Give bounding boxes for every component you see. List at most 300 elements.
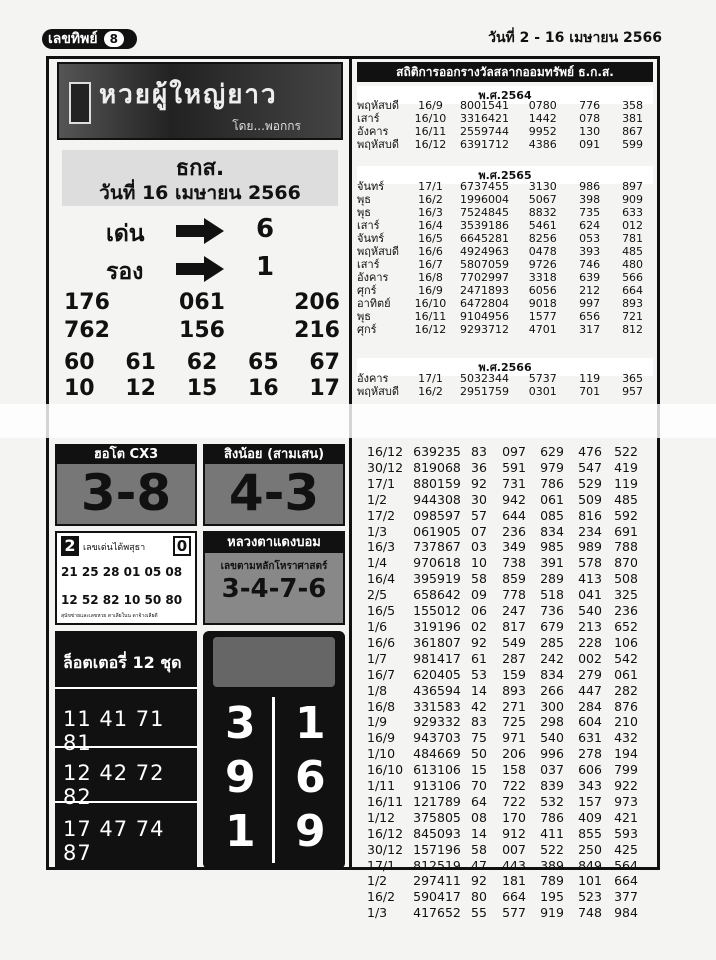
table-cell: 845093 bbox=[413, 825, 461, 841]
table-cell: 206 bbox=[502, 746, 526, 762]
table-cell: 518 bbox=[540, 587, 564, 603]
table-cell: 9018 bbox=[528, 297, 557, 310]
table-cell: 1577 bbox=[528, 310, 557, 323]
table-row bbox=[367, 444, 643, 460]
table-cell: 119 bbox=[614, 475, 638, 491]
table-cell: 411 bbox=[540, 825, 564, 841]
table-cell: 929332 bbox=[413, 714, 461, 730]
table-cell: 289 bbox=[540, 571, 564, 587]
table-cell: 57 bbox=[471, 507, 487, 523]
table-cell: 834 bbox=[540, 523, 564, 539]
table-row bbox=[367, 842, 643, 858]
table-row bbox=[367, 508, 643, 524]
big-digit: 6 bbox=[295, 752, 326, 803]
table-cell: 3130 bbox=[528, 180, 557, 193]
divider bbox=[55, 801, 197, 803]
table-cell: 631 bbox=[578, 730, 602, 746]
table-cell: 8256 bbox=[528, 232, 557, 245]
three-digit: 176 bbox=[64, 290, 110, 315]
prediction-box-singnoi bbox=[203, 444, 345, 526]
table-cell: 540 bbox=[578, 603, 602, 619]
table-cell: พุธ bbox=[357, 193, 371, 206]
table-cell: 287 bbox=[502, 650, 526, 666]
table-cell: พฤหัสบดี bbox=[357, 138, 400, 151]
table-cell: 247 bbox=[502, 603, 526, 619]
table-cell: 8001541 bbox=[460, 99, 510, 112]
box-note: สุนัขข่ายและเลขหวย ดาเลียในน ดาจ้างเลียดี bbox=[61, 613, 158, 619]
table-cell: 1/10 bbox=[367, 746, 396, 762]
lotto-row: 12 42 72 82 bbox=[63, 761, 165, 809]
table-cell: 1/7 bbox=[367, 650, 388, 666]
three-digit-row bbox=[64, 318, 340, 343]
results-table-2564 bbox=[357, 99, 653, 151]
table-row bbox=[367, 619, 643, 635]
table-cell: 61 bbox=[471, 650, 487, 666]
prediction-date: วันที่ 16 เมษายน 2566 bbox=[99, 182, 301, 204]
table-row bbox=[367, 762, 643, 778]
big-digit: 3 bbox=[225, 698, 256, 749]
table-cell: 358 bbox=[622, 99, 644, 112]
table-row bbox=[357, 219, 653, 232]
table-cell: 606 bbox=[578, 762, 602, 778]
three-digit: 762 bbox=[64, 318, 110, 343]
table-cell: 1/6 bbox=[367, 618, 388, 634]
arrow-right-icon bbox=[176, 218, 224, 244]
table-cell: อาทิตย์ bbox=[357, 297, 391, 310]
table-cell: 432 bbox=[614, 730, 638, 746]
table-cell: 7524845 bbox=[460, 206, 510, 219]
table-cell: จันทร์ bbox=[357, 232, 385, 245]
table-cell: 75 bbox=[471, 730, 487, 746]
table-cell: 16/12 bbox=[367, 825, 404, 841]
three-digit: 061 bbox=[179, 290, 225, 315]
table-cell: 16/12 bbox=[414, 323, 447, 336]
table-cell: 16/2 bbox=[367, 889, 396, 905]
table-cell: 15 bbox=[471, 762, 487, 778]
table-cell: 83 bbox=[471, 714, 487, 730]
table-cell: 781 bbox=[622, 232, 644, 245]
table-cell: 834 bbox=[540, 666, 564, 682]
table-cell: 365 bbox=[622, 372, 644, 385]
table-cell: 591 bbox=[502, 459, 526, 475]
table-cell: 041 bbox=[578, 587, 602, 603]
table-cell: 957 bbox=[622, 385, 644, 398]
table-cell: 16/6 bbox=[367, 634, 396, 650]
table-cell: 5807059 bbox=[460, 258, 510, 271]
table-cell: 664 bbox=[622, 284, 644, 297]
table-cell: เสาร์ bbox=[357, 258, 380, 271]
table-cell: 195 bbox=[540, 889, 564, 905]
table-cell: 2951759 bbox=[460, 385, 510, 398]
two-digit: 15 bbox=[186, 376, 218, 401]
table-cell: 002 bbox=[578, 650, 602, 666]
table-cell: 284 bbox=[578, 698, 602, 714]
table-cell: 0478 bbox=[528, 245, 557, 258]
table-cell: พฤหัสบดี bbox=[357, 245, 400, 258]
table-cell: 194 bbox=[614, 746, 638, 762]
table-cell: 578 bbox=[578, 555, 602, 571]
table-cell: 16/8 bbox=[367, 698, 396, 714]
banner-logo-icon bbox=[69, 82, 91, 124]
page-number: 8 bbox=[104, 31, 124, 47]
table-row bbox=[367, 683, 643, 699]
table-cell: 64 bbox=[471, 793, 487, 809]
table-cell: 091 bbox=[579, 138, 601, 151]
table-cell: 985 bbox=[540, 539, 564, 555]
two-digit: 12 bbox=[125, 376, 156, 401]
arrow-right-icon bbox=[176, 256, 224, 282]
table-cell: 613106 bbox=[413, 762, 461, 778]
title-box bbox=[62, 150, 338, 206]
table-cell: 656 bbox=[579, 310, 601, 323]
table-cell: 30 bbox=[471, 491, 487, 507]
table-cell: 061905 bbox=[413, 523, 461, 539]
table-cell: 6056 bbox=[528, 284, 557, 297]
three-digit: 156 bbox=[179, 318, 225, 343]
table-cell: 10 bbox=[471, 555, 487, 571]
table-cell: 393 bbox=[579, 245, 601, 258]
table-cell: 722 bbox=[502, 778, 526, 794]
table-cell: 789 bbox=[540, 873, 564, 889]
box-title: ฮอโต CX3 bbox=[57, 446, 195, 464]
table-cell: 652 bbox=[614, 618, 638, 634]
table-cell: 331583 bbox=[413, 698, 461, 714]
big-digit: 1 bbox=[295, 698, 326, 749]
table-cell: 547 bbox=[578, 459, 602, 475]
table-cell: 58 bbox=[471, 841, 487, 857]
table-cell: 14 bbox=[471, 825, 487, 841]
two-digit: 16 bbox=[248, 376, 279, 401]
table-cell: 266 bbox=[540, 682, 564, 698]
table-cell: 061 bbox=[540, 491, 564, 507]
table-cell: 03 bbox=[471, 539, 487, 555]
table-cell: 343 bbox=[578, 778, 602, 794]
box-value: 3-4-7-6 bbox=[221, 574, 327, 604]
box-right-digit: 0 bbox=[173, 536, 191, 556]
table-cell: 159 bbox=[502, 666, 526, 682]
table-cell: 242 bbox=[540, 650, 564, 666]
table-cell: 6472804 bbox=[460, 297, 510, 310]
digits-box bbox=[203, 631, 345, 869]
table-row bbox=[357, 258, 653, 271]
table-cell: 944308 bbox=[413, 491, 461, 507]
table-cell: 447 bbox=[578, 682, 602, 698]
table-cell: 391 bbox=[540, 555, 564, 571]
table-row bbox=[367, 699, 643, 715]
table-cell: 02 bbox=[471, 618, 487, 634]
table-cell: 870 bbox=[614, 555, 638, 571]
table-cell: 16/6 bbox=[418, 245, 443, 258]
table-cell: 1/9 bbox=[367, 714, 388, 730]
table-cell: 592 bbox=[614, 507, 638, 523]
table-cell: 799 bbox=[614, 762, 638, 778]
table-cell: 061 bbox=[614, 666, 638, 682]
big-digit: 1 bbox=[225, 806, 256, 857]
table-row bbox=[367, 476, 643, 492]
table-cell: 3316421 bbox=[460, 112, 510, 125]
lead-digit: 6 bbox=[256, 214, 275, 244]
table-cell: 912 bbox=[502, 825, 526, 841]
table-cell: 212 bbox=[579, 284, 601, 297]
table-cell: 639235 bbox=[413, 444, 461, 459]
table-row bbox=[367, 539, 643, 555]
table-cell: เสาร์ bbox=[357, 112, 380, 125]
table-cell: 279 bbox=[578, 666, 602, 682]
table-row bbox=[367, 555, 643, 571]
banner-byline: โดย...พอกกร bbox=[232, 119, 301, 133]
prediction-box-cx3 bbox=[55, 444, 197, 526]
table-cell: ศุกร์ bbox=[357, 284, 377, 297]
table-cell: 1/3 bbox=[367, 905, 388, 921]
table-row bbox=[357, 180, 653, 193]
table-cell: 42 bbox=[471, 698, 487, 714]
table-cell: 250 bbox=[578, 841, 602, 857]
table-cell: เสาร์ bbox=[357, 219, 380, 232]
table-cell: 725 bbox=[502, 714, 526, 730]
table-cell: 92 bbox=[471, 873, 487, 889]
divider bbox=[55, 746, 197, 748]
table-cell: 817 bbox=[502, 618, 526, 634]
table-cell: 158 bbox=[502, 762, 526, 778]
table-cell: 849 bbox=[578, 857, 602, 873]
table-cell: 170 bbox=[502, 809, 526, 825]
year-heading: พ.ศ.2564 bbox=[357, 86, 653, 104]
table-cell: 819068 bbox=[413, 459, 461, 475]
logo-icon bbox=[213, 637, 335, 687]
table-cell: 16/11 bbox=[367, 793, 404, 809]
table-cell: 1/12 bbox=[367, 809, 396, 825]
table-cell: 540 bbox=[540, 730, 564, 746]
table-cell: 855 bbox=[578, 825, 602, 841]
table-cell: 83 bbox=[471, 444, 487, 459]
table-cell: 08 bbox=[471, 809, 487, 825]
table-cell: 58 bbox=[471, 571, 487, 587]
table-cell: 476 bbox=[578, 444, 602, 459]
table-cell: 278 bbox=[578, 746, 602, 762]
table-cell: 213 bbox=[578, 618, 602, 634]
table-cell: 012 bbox=[622, 219, 644, 232]
two-digit: 60 bbox=[64, 350, 95, 375]
table-cell: อังคาร bbox=[357, 125, 389, 138]
table-cell: 085 bbox=[540, 507, 564, 523]
table-cell: 389 bbox=[540, 857, 564, 873]
table-row bbox=[367, 492, 643, 508]
table-cell: 14 bbox=[471, 682, 487, 698]
table-cell: 1/4 bbox=[367, 555, 388, 571]
table-cell: 593 bbox=[614, 825, 638, 841]
table-cell: 722 bbox=[502, 793, 526, 809]
table-cell: 748 bbox=[578, 905, 602, 921]
table-cell: 909 bbox=[622, 193, 644, 206]
table-cell: 664 bbox=[502, 889, 526, 905]
table-cell: 970618 bbox=[413, 555, 461, 571]
table-cell: ศุกร์ bbox=[357, 323, 377, 336]
table-cell: 16/10 bbox=[414, 112, 447, 125]
table-cell: 897 bbox=[622, 180, 644, 193]
table-cell: 5067 bbox=[528, 193, 557, 206]
table-cell: 098597 bbox=[413, 507, 461, 523]
box-title: สิงน้อย (สามเสน) bbox=[205, 446, 343, 464]
table-cell: 395919 bbox=[413, 571, 461, 587]
blurred-strip bbox=[0, 404, 716, 438]
table-cell: อังคาร bbox=[357, 372, 389, 385]
table-cell: 996 bbox=[540, 746, 564, 762]
table-cell: 0780 bbox=[528, 99, 557, 112]
table-cell: 876 bbox=[614, 698, 638, 714]
year-heading: พ.ศ.2565 bbox=[357, 166, 653, 184]
brand-name: เลขทิพย์ bbox=[48, 31, 98, 47]
table-cell: 007 bbox=[502, 841, 526, 857]
table-cell: 419 bbox=[614, 459, 638, 475]
table-row bbox=[367, 603, 643, 619]
table-cell: 4924963 bbox=[460, 245, 510, 258]
table-cell: 599 bbox=[622, 138, 644, 151]
two-digit: 61 bbox=[125, 350, 156, 375]
digit-column-left bbox=[225, 697, 256, 859]
table-cell: 375805 bbox=[413, 809, 461, 825]
table-cell: 577 bbox=[502, 905, 526, 921]
table-cell: 1/8 bbox=[367, 682, 388, 698]
table-cell: 2559744 bbox=[460, 125, 510, 138]
two-digit: 67 bbox=[309, 350, 340, 375]
table-cell: 101 bbox=[578, 873, 602, 889]
box-number-row: 21 25 28 01 05 08 bbox=[61, 565, 183, 579]
table-cell: 53 bbox=[471, 666, 487, 682]
table-row bbox=[357, 385, 653, 398]
table-cell: 658642 bbox=[413, 587, 461, 603]
table-cell: 0301 bbox=[528, 385, 557, 398]
table-cell: 5461 bbox=[528, 219, 557, 232]
table-cell: 735 bbox=[579, 206, 601, 219]
table-cell: 971 bbox=[502, 730, 526, 746]
table-cell: 639 bbox=[579, 271, 601, 284]
big-digit: 9 bbox=[225, 752, 256, 803]
lotto-row: 11 41 71 81 bbox=[63, 707, 165, 755]
table-cell: 731 bbox=[502, 475, 526, 491]
table-cell: 973 bbox=[614, 793, 638, 809]
divider bbox=[55, 687, 197, 689]
second-label: รอง bbox=[106, 259, 144, 285]
table-row bbox=[357, 323, 653, 336]
box-value: 4-3 bbox=[228, 464, 320, 522]
three-digit: 216 bbox=[294, 318, 340, 343]
table-cell: 16/12 bbox=[367, 444, 404, 459]
two-digit-row bbox=[64, 350, 340, 375]
table-cell: 736 bbox=[540, 603, 564, 619]
table-cell: 16/7 bbox=[367, 666, 396, 682]
table-cell: 1/2 bbox=[367, 873, 388, 889]
table-cell: 30/12 bbox=[367, 841, 404, 857]
table-row bbox=[357, 193, 653, 206]
box-number-row: 12 52 82 10 50 80 bbox=[61, 593, 183, 607]
table-cell: 776 bbox=[579, 99, 601, 112]
table-row bbox=[357, 99, 653, 112]
table-cell: 9104956 bbox=[460, 310, 510, 323]
table-cell: 325 bbox=[614, 587, 638, 603]
table-cell: 16/2 bbox=[418, 385, 443, 398]
table-cell: 5737 bbox=[528, 372, 557, 385]
table-cell: 17/1 bbox=[418, 180, 443, 193]
table-cell: 130 bbox=[579, 125, 601, 138]
table-cell: 285 bbox=[540, 634, 564, 650]
table-cell: 92 bbox=[471, 634, 487, 650]
table-row bbox=[367, 810, 643, 826]
column-divider bbox=[349, 56, 352, 870]
two-digit: 65 bbox=[248, 350, 279, 375]
table-cell: 701 bbox=[579, 385, 601, 398]
lotto-box bbox=[55, 631, 197, 869]
table-cell: พุธ bbox=[357, 206, 371, 219]
table-cell: 097 bbox=[502, 444, 526, 459]
table-cell: 816 bbox=[578, 507, 602, 523]
table-cell: 485 bbox=[614, 491, 638, 507]
table-row bbox=[357, 206, 653, 219]
table-cell: 106 bbox=[614, 634, 638, 650]
table-cell: 9952 bbox=[528, 125, 557, 138]
table-cell: 80 bbox=[471, 889, 487, 905]
table-cell: 078 bbox=[579, 112, 601, 125]
table-cell: 228 bbox=[578, 634, 602, 650]
results-table-2565 bbox=[357, 180, 653, 336]
table-cell: 282 bbox=[614, 682, 638, 698]
box-left-digit: 2 bbox=[61, 536, 79, 556]
table-row bbox=[367, 794, 643, 810]
table-cell: 119 bbox=[579, 372, 601, 385]
table-cell: 236 bbox=[502, 523, 526, 539]
table-cell: 16/12 bbox=[414, 138, 447, 151]
table-cell: 16/4 bbox=[418, 219, 443, 232]
table-cell: 234 bbox=[578, 523, 602, 539]
table-cell: 913106 bbox=[413, 778, 461, 794]
table-cell: 17/1 bbox=[418, 372, 443, 385]
table-cell: 349 bbox=[502, 539, 526, 555]
table-cell: 979 bbox=[540, 459, 564, 475]
table-row bbox=[367, 587, 643, 603]
table-cell: 644 bbox=[502, 507, 526, 523]
table-cell: 155012 bbox=[413, 603, 461, 619]
table-cell: 443 bbox=[502, 857, 526, 873]
table-cell: 549 bbox=[502, 634, 526, 650]
table-cell: 157196 bbox=[413, 841, 461, 857]
table-cell: 664 bbox=[614, 873, 638, 889]
year-heading: พ.ศ.2566 bbox=[357, 358, 653, 376]
table-cell: 16/11 bbox=[414, 125, 447, 138]
table-cell: 053 bbox=[579, 232, 601, 245]
table-cell: 984 bbox=[614, 905, 638, 921]
table-cell: พุธ bbox=[357, 310, 371, 323]
table-row bbox=[357, 232, 653, 245]
table-title: สถิติการออกรางวัลสลากออมทรัพย์ ธ.ก.ส. bbox=[357, 62, 653, 82]
table-cell: 16/2 bbox=[418, 193, 443, 206]
table-cell: 786 bbox=[540, 809, 564, 825]
table-cell: 484669 bbox=[413, 746, 461, 762]
big-digit: 9 bbox=[295, 806, 326, 857]
table-cell: 509 bbox=[578, 491, 602, 507]
table-cell: 16/8 bbox=[418, 271, 443, 284]
table-row bbox=[367, 571, 643, 587]
table-cell: 788 bbox=[614, 539, 638, 555]
table-cell: 532 bbox=[540, 793, 564, 809]
lotto-row: 17 47 74 87 bbox=[63, 817, 165, 865]
table-cell: 271 bbox=[502, 698, 526, 714]
table-cell: 786 bbox=[540, 475, 564, 491]
table-cell: 16/11 bbox=[414, 310, 447, 323]
results-table-2566 bbox=[357, 372, 653, 398]
table-cell: 485 bbox=[622, 245, 644, 258]
table-row bbox=[357, 125, 653, 138]
table-row bbox=[367, 826, 643, 842]
table-row bbox=[367, 730, 643, 746]
